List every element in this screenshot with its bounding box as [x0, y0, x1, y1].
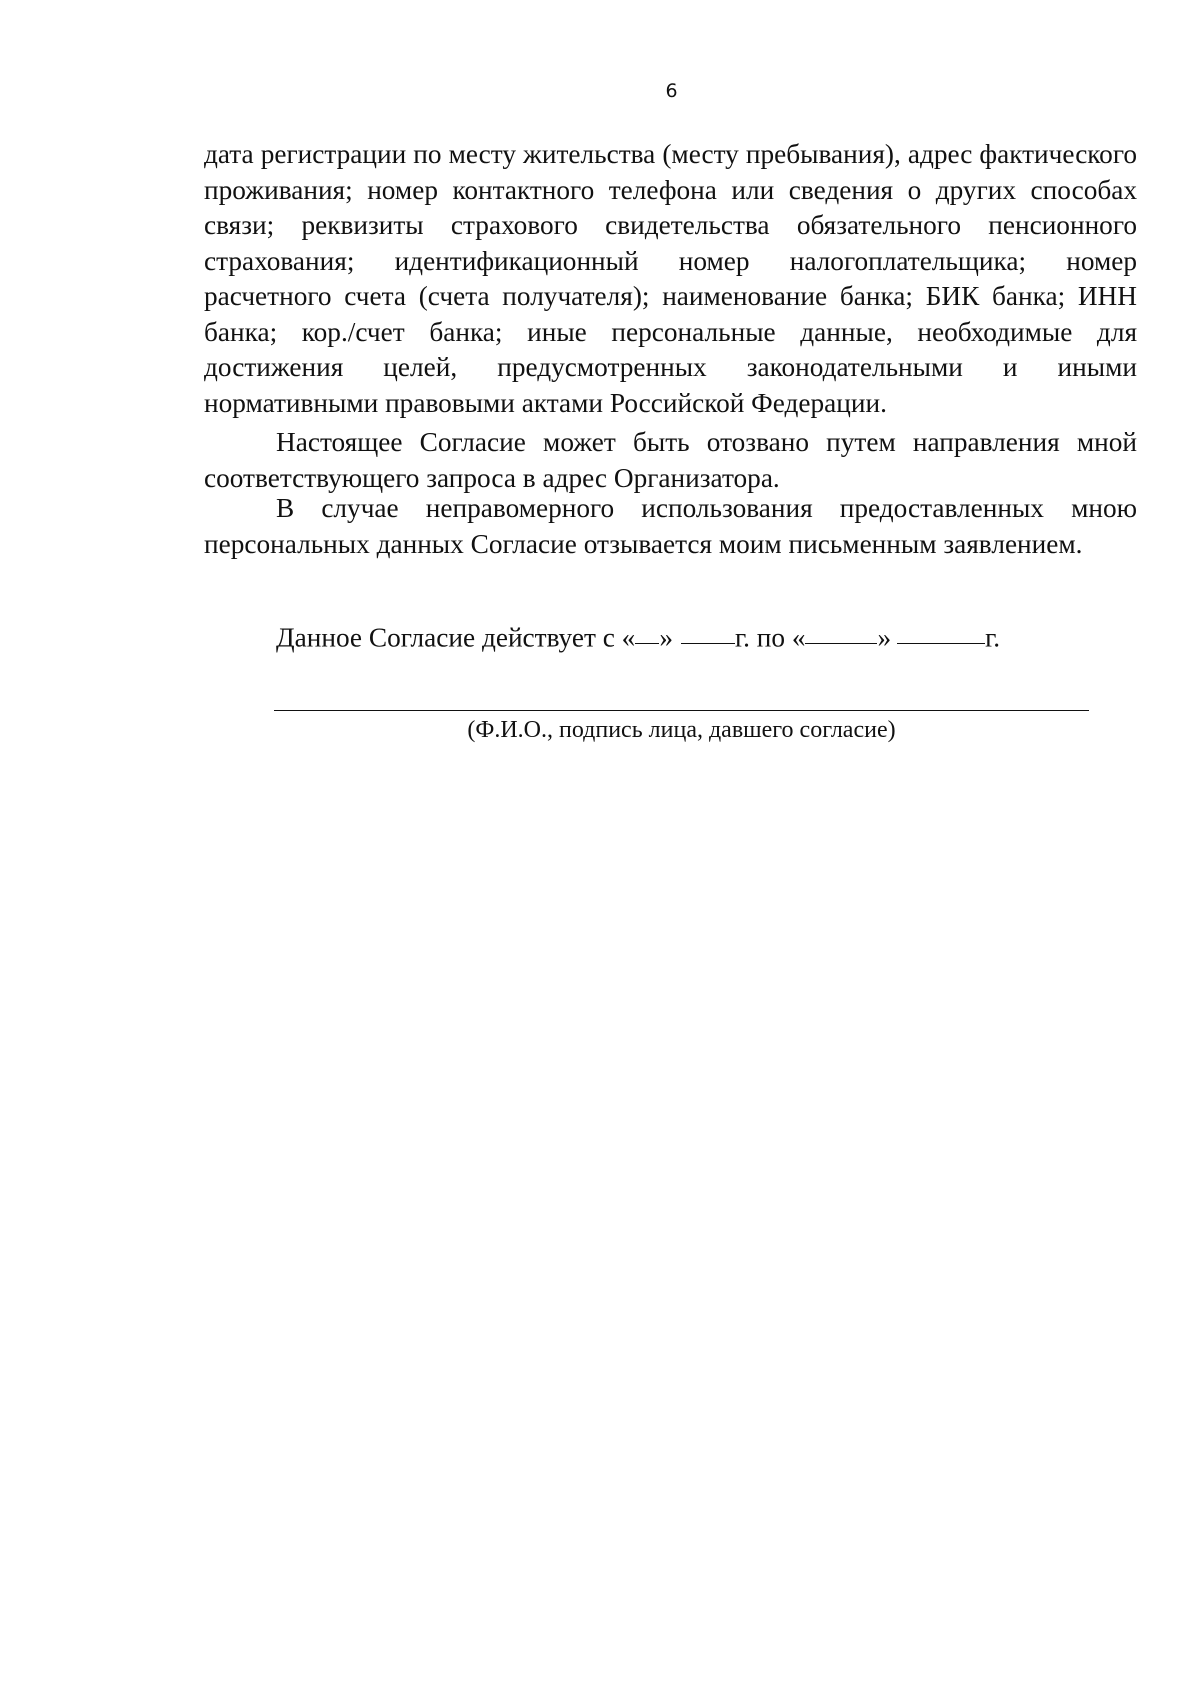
start-day-blank[interactable] — [635, 614, 659, 644]
validity-close-quote-2: » — [877, 622, 892, 653]
paragraph-unlawful-use: В случае неправомерного использования предоставленных мною персональных данных Согласие отзывается моим письменным заявлением. — [204, 493, 1137, 559]
validity-mid-text: г. по « — [734, 622, 806, 653]
paragraph-personal-data-list: дата регистрации по месту жительства (месту пребывания), адрес фактического проживания; номер контактного телефона или сведения о других способах связи; реквизиты страхового свидетельства обязательного пенсионного страхования; идентификационный номер налогоплательщика; номер расчетного счета (счета получателя); наименование банка; БИК банка; ИНН банка; кор./счет банка; иные персональные данные, необходимые для достижения целей, предусмотренных законодательными и иными нормативными правовыми актами Российской Федерации. — [204, 139, 1137, 418]
signature-line[interactable] — [274, 710, 1089, 711]
page-number: 6 — [665, 80, 678, 102]
validity-close-quote-1: » — [659, 622, 673, 653]
end-day-blank[interactable] — [805, 614, 877, 644]
paragraph-revocation: Настоящее Согласие может быть отозвано путем направления мной соответствующего запроса в адрес Организатора. — [204, 427, 1137, 493]
validity-end-suffix: г. — [985, 622, 1001, 653]
end-year-blank[interactable] — [897, 614, 985, 644]
validity-prefix: Данное Согласие действует с « — [276, 622, 636, 653]
start-year-blank[interactable] — [681, 614, 735, 644]
signature-caption: (Ф.И.О., подпись лица, давшего согласие) — [467, 717, 896, 743]
validity-period-line — [276, 617, 1000, 656]
